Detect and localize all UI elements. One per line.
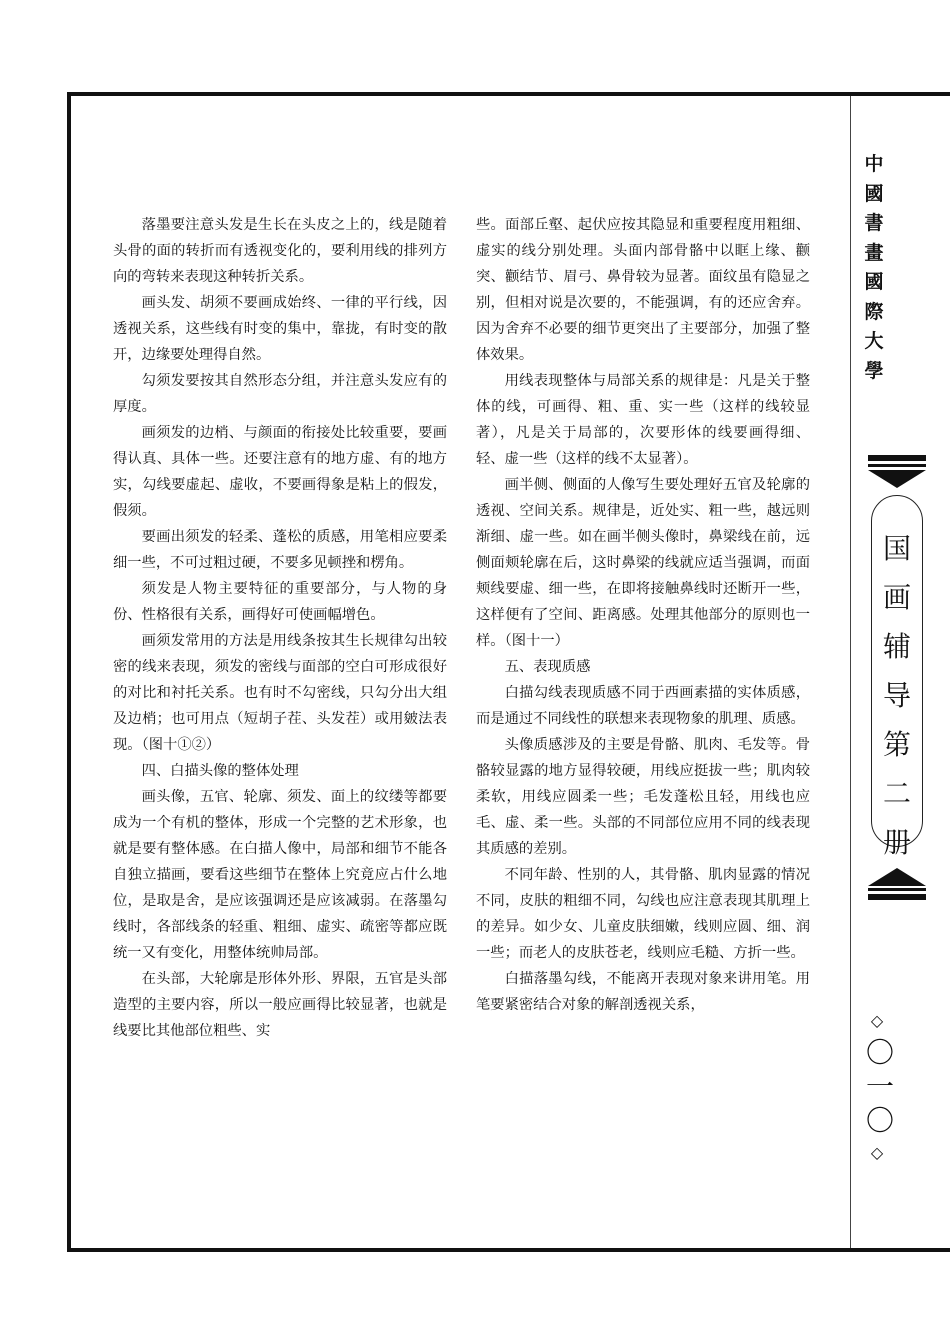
paragraph: 不同年龄、性别的人，其骨骼、肌肉显露的情况不同，皮肤的粗细不同，勾线也应注意表现其肌理上的差异。如少女、儿童皮肤细嫩，线则应圆、细、润一些；而老人的皮肤苍老，线则应毛糙、方折一些。	[476, 867, 810, 961]
diamond-ornament-icon: ◇	[870, 1143, 884, 1162]
brand-char: 國	[864, 182, 884, 205]
decorative-band-top	[868, 455, 926, 488]
volume-title	[871, 524, 923, 867]
paragraph: 头像质感涉及的主要是骨骼、肌肉、毛发等。骨骼较显露的地方显得较硬，用线应挺拔一些；肌肉较柔软，用线应圆柔一些；毛发蓬松且轻，用线也应毛、虚、柔一些。头部的不同部位应用不同的线表现其质感的差别。	[476, 737, 810, 857]
brand-char: 中	[864, 153, 884, 175]
sidebar-divider	[850, 96, 851, 1248]
institution-name	[862, 150, 886, 386]
text-column-right	[476, 212, 810, 1018]
volume-char: 导	[882, 679, 911, 712]
section-heading: 五、表现质感	[504, 659, 591, 675]
paragraph: 画头像，五官、轮廓、须发、面上的纹缕等都要成为一个有机的整体，形成一个完整的艺术形象，也就是要有整体感。在白描人像中，局部和细节不能各自独立描画，要看这些细节在整体上究竟应占什么地位，是取是舍，是应该强调还是应该减弱。在落墨勾线时，各部线条的轻重、粗细、虚实、疏密等都应既统一又有变化，用整体统帅局部。	[113, 789, 447, 961]
brand-char: 學	[864, 359, 884, 382]
paragraph: 白描落墨勾线，不能离开表现对象来讲用笔。用笔要紧密结合对象的解剖透视关系，	[476, 971, 810, 1013]
paragraph: 画头发、胡须不要画成始终、一律的平行线，因透视关系，这些线有时变的集中，靠拢，有时变的散开，边缘要处理得自然。	[113, 295, 447, 363]
paragraph: 落墨要注意头发是生长在头皮之上的，线是随着头骨的面的转折而有透视变化的，要利用线的排列方向的弯转来表现这种转折关系。	[113, 217, 447, 285]
paragraph: 用线表现整体与局部关系的规律是：凡是关于整体的线，可画得、粗、重、实一些（这样的线较显著），凡是关于局部的，次要形体的线要画得细、轻、虚一些（这样的线不太显著）。	[476, 373, 810, 467]
page-digit: 〇	[866, 1036, 895, 1069]
brand-char: 畫	[864, 241, 884, 264]
brand-char: 書	[864, 212, 884, 234]
volume-char: 辅	[882, 630, 911, 663]
brand-char: 大	[864, 330, 884, 352]
paragraph: 勾须发要按其自然形态分组，并注意头发应有的厚度。	[113, 373, 447, 415]
volume-char: 二	[882, 777, 911, 810]
page-number	[866, 1006, 895, 1168]
paragraph: 白描勾线表现质感不同于西画素描的实体质感，而是通过不同线性的联想来表现物象的肌理、质感。	[476, 685, 810, 727]
text-column-left	[113, 212, 447, 1044]
page-digit: 一	[866, 1070, 895, 1103]
paragraph: 须发是人物主要特征的重要部分，与人物的身份、性格很有关系，画得好可使画幅增色。	[113, 581, 447, 623]
volume-char: 画	[882, 581, 911, 614]
paragraph: 画须发常用的方法是用线条按其生长规律勾出较密的线来表现，须发的密线与面部的空白可形成很好的对比和衬托关系。也有时不勾密线，只勾分出大组及边梢；也可用点（短胡子茬、头发茬）或用皴法表现。（图十①②）	[113, 633, 447, 753]
section-heading: 四、白描头像的整体处理	[141, 763, 299, 779]
paragraph: 画须发的边梢、与颜面的衔接处比较重要，要画得认真、具体一些。还要注意有的地方虚、有的地方实，勾线要虚起、虚收，不要画得象是粘上的假发，假须。	[113, 425, 447, 519]
paragraph: 画半侧、侧面的人像写生要处理好五官及轮廓的透视、空间关系。规律是，近处实、粗一些，越远则渐细、虚一些。如在画半侧头像时，鼻梁线在前，远侧面颊轮廓在后，这时鼻梁的线就应适当强调，而面颊线要虚、细一些，在即将接触鼻线时还断开一些，这样便有了空间、距离感。处理其他部分的原则也一样。（图十一）	[476, 477, 810, 649]
volume-char: 国	[882, 532, 911, 565]
diamond-ornament-icon: ◇	[870, 1011, 884, 1030]
brand-char: 際	[864, 300, 884, 323]
paragraph: 要画出须发的轻柔、蓬松的质感，用笔相应要柔细一些，不可过粗过硬，不要多见顿挫和楞角。	[113, 529, 447, 571]
decorative-band-bottom	[868, 868, 926, 903]
page-digit: 〇	[866, 1104, 895, 1137]
paragraph: 在头部，大轮廓是形体外形、界限，五官是头部造型的主要内容，所以一般应画得比较显著，也就是线要比其他部位粗些、实	[113, 971, 447, 1039]
volume-char: 第	[882, 728, 911, 761]
volume-char: 册	[882, 826, 911, 859]
paragraph-continued: 些。面部丘壑、起伏应按其隐显和重要程度用粗细、虚实的线分别处理。头面内部骨骼中以眶上缘、颧突、颧结节、眉弓、鼻骨较为显著。面纹虽有隐显之别，但相对说是次要的，不能强调，有的还应舍弃。因为舍弃不必要的细节更突出了主要部分，加强了整体效果。	[476, 217, 810, 363]
brand-char: 國	[864, 271, 884, 293]
